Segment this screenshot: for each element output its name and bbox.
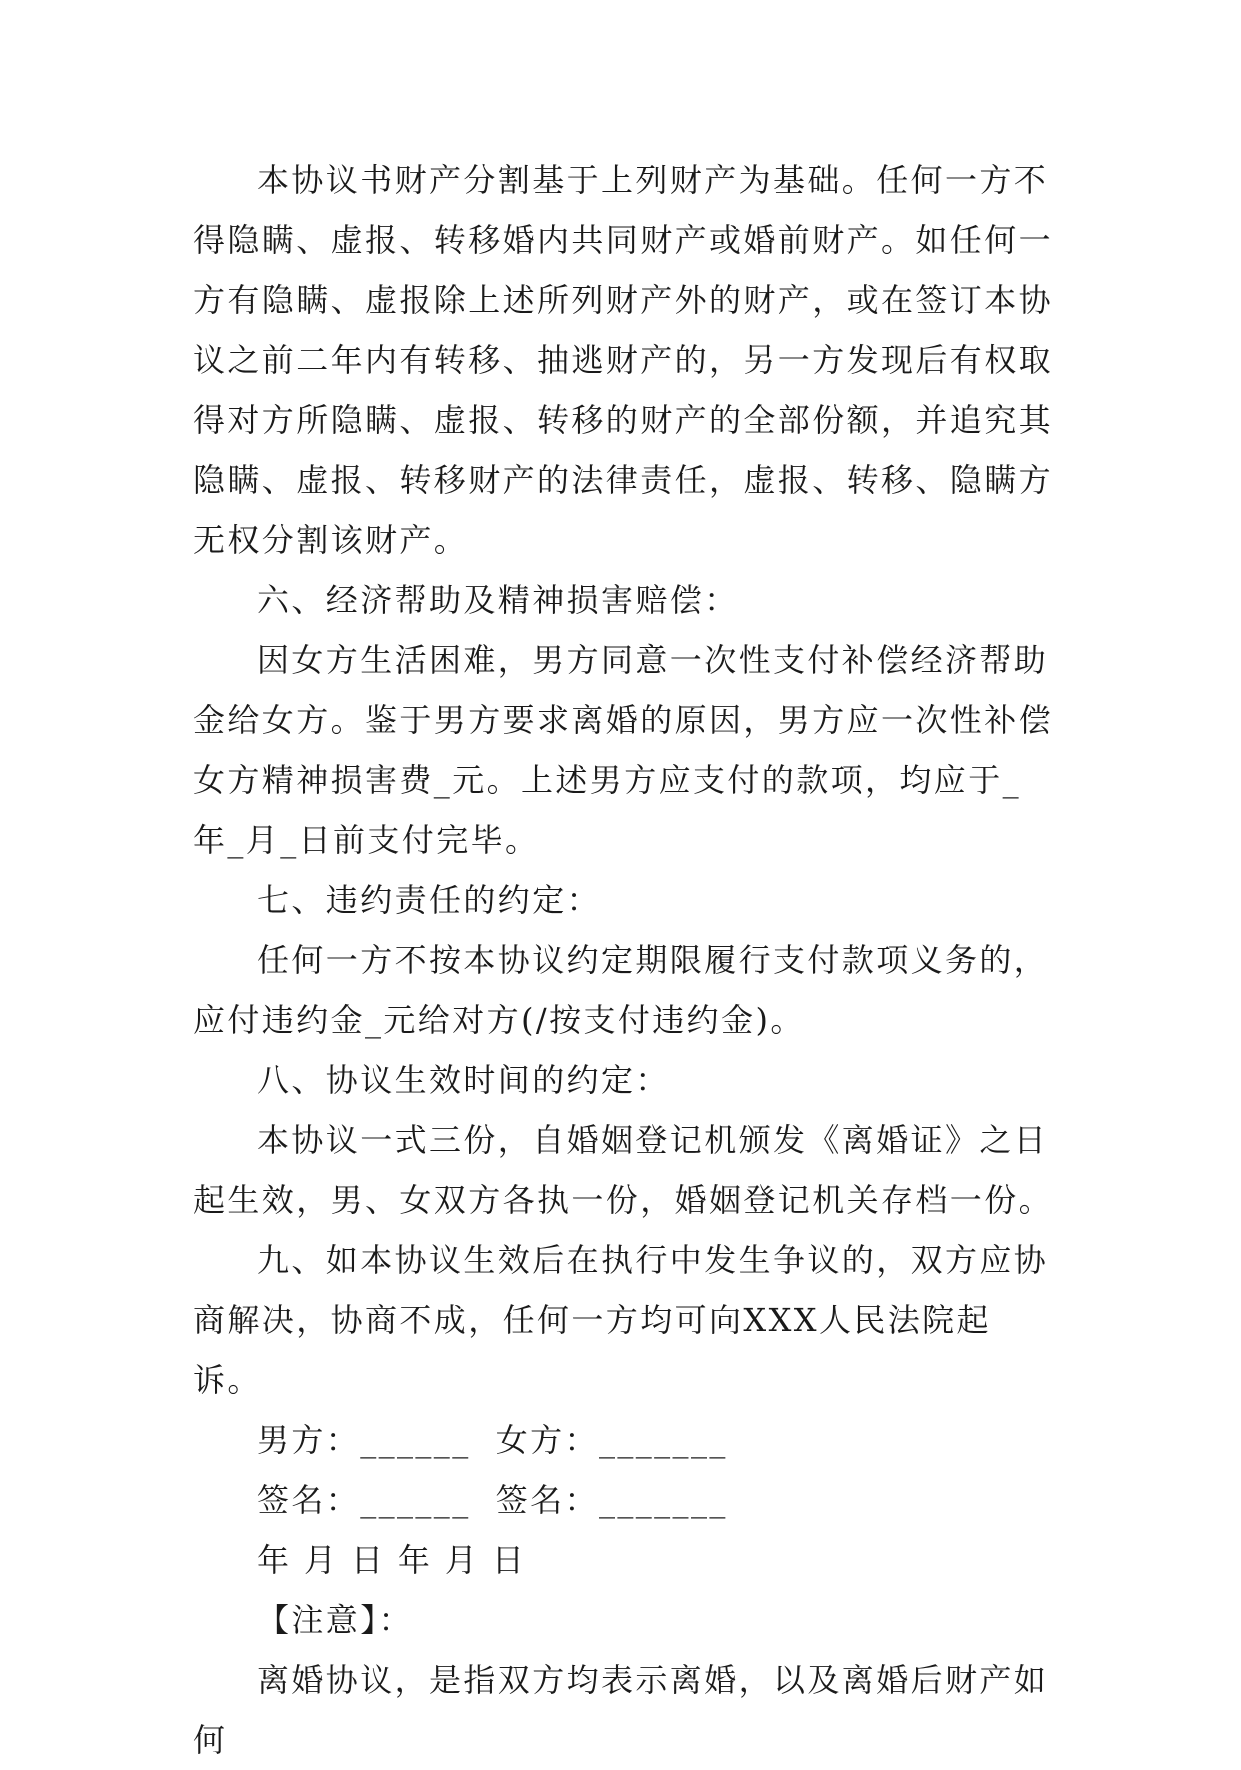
paragraph-breach-liability: 任何一方不按本协议约定期限履行支付款项义务的，应付违约金_元给对方(/按支付违约金)。 [193,941,1049,1039]
date-line: 年 月 日 年 月 日 [257,1541,527,1579]
note-heading: 【注意】： [257,1601,414,1639]
paragraph-economic-help: 因女方生活困难，男方同意一次性支付补偿经济帮助金给女方。鉴于男方要求离婚的原因，男方应一次性补偿女方精神损害费_元。上述男方应支付的款项，均应于_年_月_日前支付完毕。 [193,641,1054,859]
signature-line: 签名：______ 签名：_______ [257,1481,728,1519]
note-text: 离婚协议，是指双方均表示离婚，以及离婚后财产如何 [193,1661,1049,1759]
parties-line: 男方：______ 女方：_______ [257,1421,728,1459]
paragraph-property-division: 本协议书财产分割基于上列财产为基础。任何一方不得隐瞒、虚报、转移婚内共同财产或婚前财产。如任何一方有隐瞒、虚报除上述所列财产外的财产，或在签订本协议之前二年内有转移、抽逃财产的，另一方发现后有权取得对方所隐瞒、虚报、转移的财产的全部份额，并追究其隐瞒、虚报、转移财产的法律责任，虚报、转移、隐瞒方无权分割该财产。 [193,161,1054,559]
heading-section-6: 六、经济帮助及精神损害赔偿： [257,581,739,619]
paragraph-effective-time: 本协议一式三份，自婚姻登记机颁发《离婚证》之日起生效，男、女双方各执一份，婚姻登记机关存档一份。 [193,1121,1054,1219]
paragraph-dispute-resolution: 九、如本协议生效后在执行中发生争议的，双方应协商解决，协商不成，任何一方均可向XXX人民法院起诉。 [193,1241,1049,1399]
heading-section-8: 八、协议生效时间的约定： [257,1061,670,1099]
heading-section-7: 七、违约责任的约定： [257,881,602,919]
document-page [193,150,1053,1770]
